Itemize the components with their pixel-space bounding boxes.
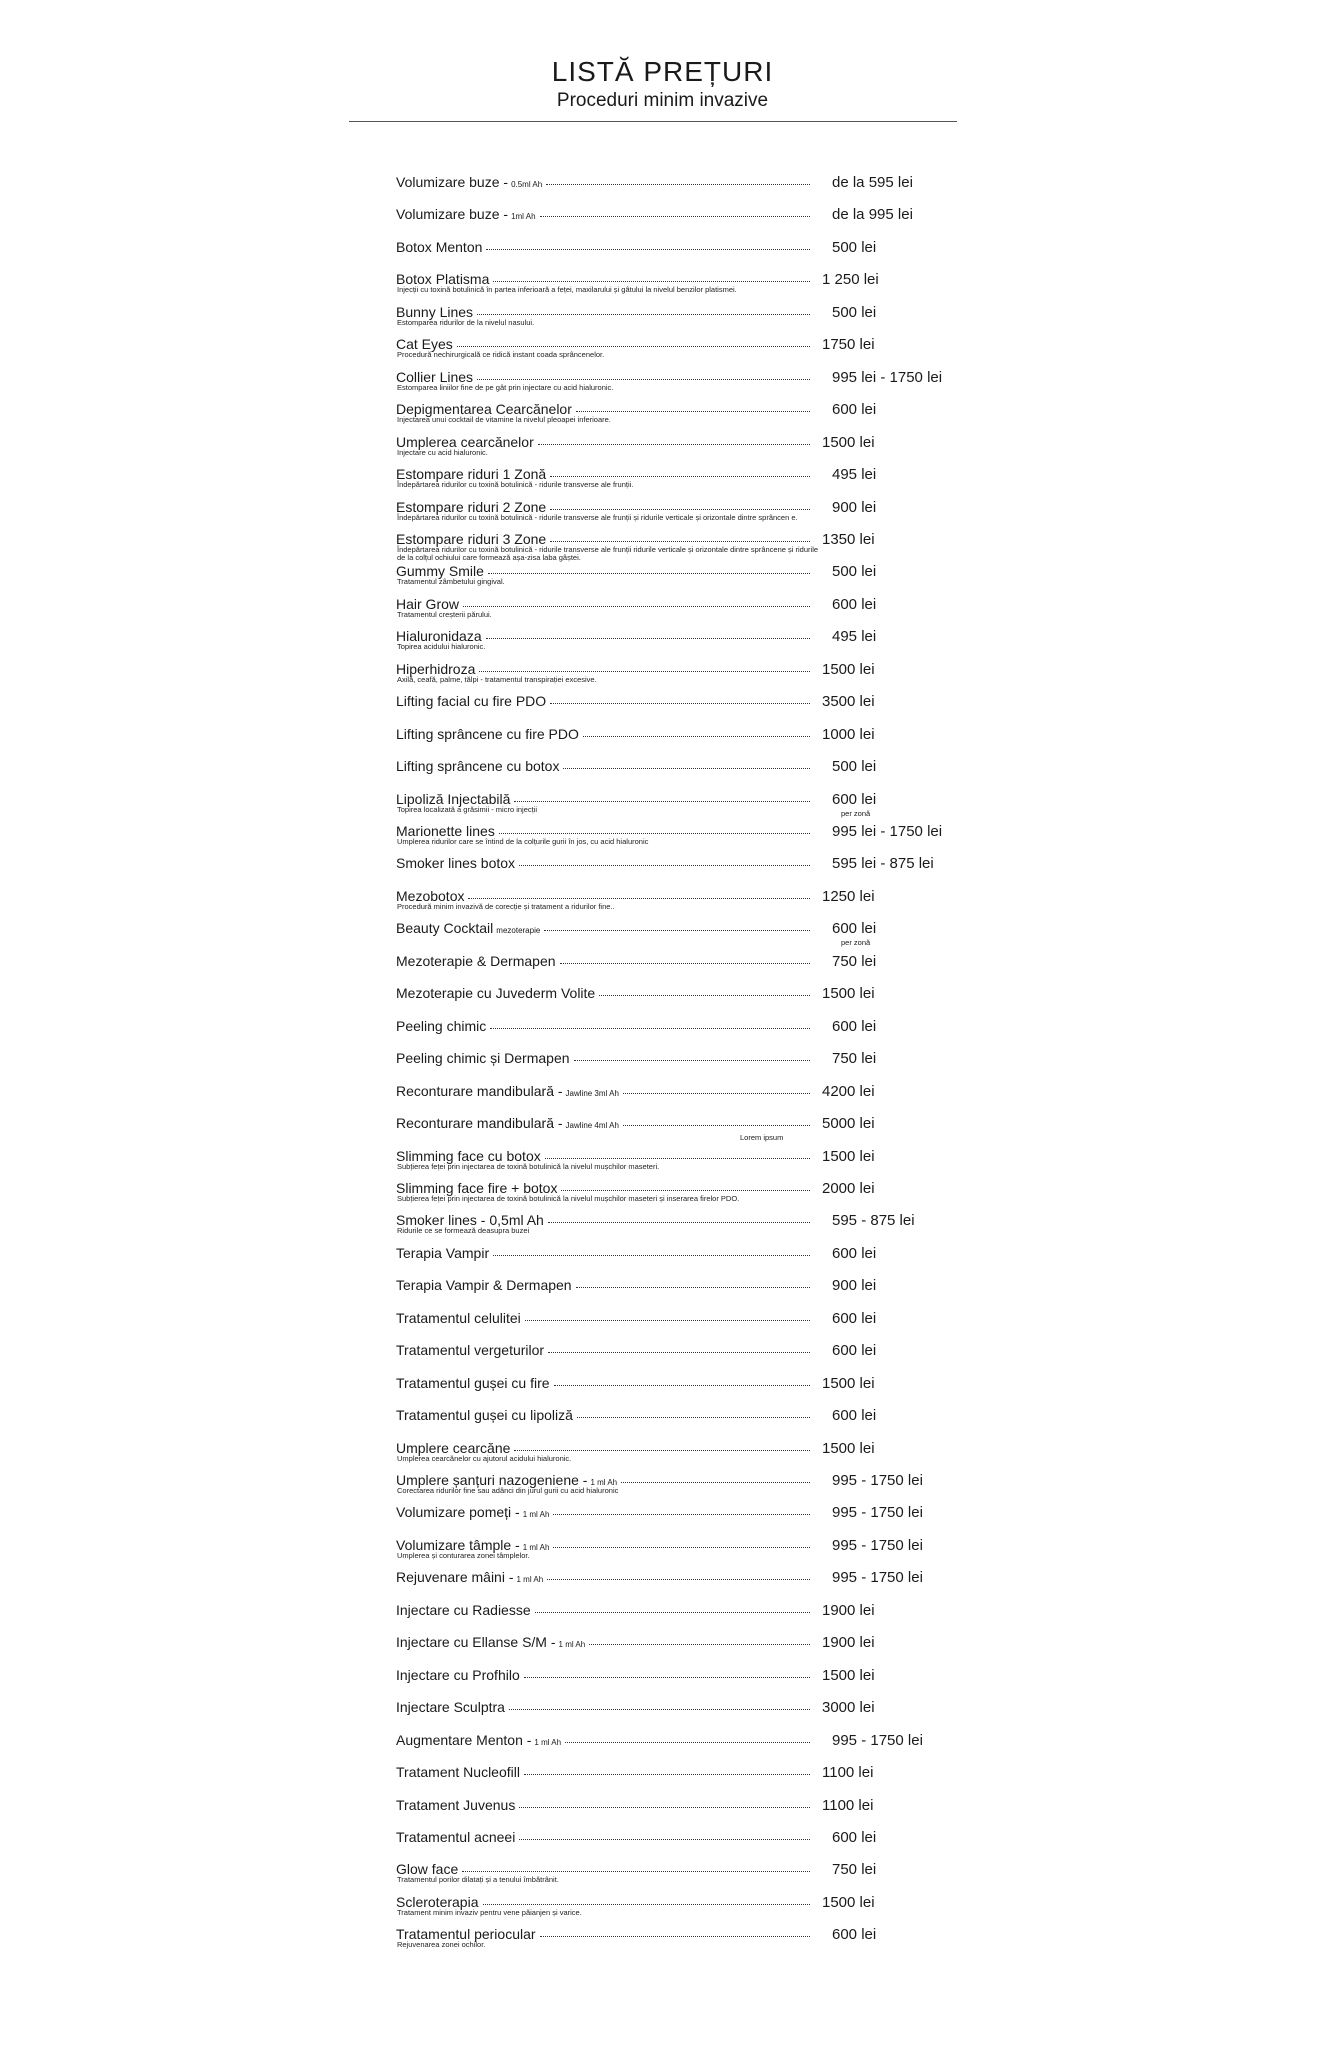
item-description: Injectare cu acid hialuronic. xyxy=(397,447,488,457)
item-name: Terapia Vampir & Dermapen xyxy=(396,1277,572,1294)
item-name-line xyxy=(396,1083,810,1099)
item-name: Smoker lines botox xyxy=(396,855,516,872)
item-note: 1ml Ah xyxy=(511,212,536,222)
item-price: 600 lei xyxy=(832,790,877,808)
price-list-item xyxy=(0,1436,1325,1469)
item-price: 500 lei xyxy=(832,303,877,321)
dot-leader xyxy=(514,791,810,802)
price-list-item xyxy=(0,267,1325,300)
dot-leader xyxy=(565,1732,810,1743)
item-name: Tratamentul gușei cu fire xyxy=(396,1374,550,1391)
item-name-line xyxy=(396,1245,810,1261)
item-description: Ridurile ce se formează deasupra buzei xyxy=(397,1226,530,1236)
item-name: Injectare cu Ellanse S/M - xyxy=(396,1634,556,1651)
item-price: 750 lei xyxy=(832,1861,877,1879)
dot-leader xyxy=(477,304,810,315)
item-price: 900 lei xyxy=(832,1277,877,1295)
price-list-item xyxy=(0,819,1325,852)
price-list-item xyxy=(0,332,1325,365)
price-list-item xyxy=(0,1598,1325,1631)
item-name: Peeling chimic xyxy=(396,1017,487,1034)
dot-leader xyxy=(576,1277,810,1288)
item-name-line xyxy=(396,1634,810,1650)
item-price: 1 250 lei xyxy=(822,271,879,289)
dot-leader xyxy=(486,239,810,250)
item-name: Slimming face fire + botox xyxy=(396,1179,558,1196)
dot-leader xyxy=(499,823,810,834)
item-name: Tratamentul periocular xyxy=(396,1926,536,1943)
item-price: 600 lei xyxy=(832,1244,877,1262)
price-list-item xyxy=(0,1533,1325,1566)
item-name-line xyxy=(396,920,810,936)
dot-leader xyxy=(623,1083,810,1094)
dot-leader xyxy=(463,596,810,607)
item-name: Injectare cu Radiesse xyxy=(396,1601,531,1618)
price-list-item xyxy=(0,235,1325,268)
page-title: LISTĂ PREȚURI xyxy=(551,56,774,87)
dot-leader xyxy=(563,758,810,769)
item-name-line xyxy=(396,1764,810,1780)
price-list-item xyxy=(0,787,1325,820)
price-list-item xyxy=(0,202,1325,235)
dot-leader xyxy=(483,1894,811,1905)
price-list-item xyxy=(0,1890,1325,1923)
item-name: Mezoterapie & Dermapen xyxy=(396,952,556,969)
dot-leader xyxy=(509,1699,810,1710)
price-list-item xyxy=(0,1663,1325,1696)
item-description: Umplerea și conturarea zonei tâmplelor. xyxy=(397,1550,530,1560)
item-price: 600 lei xyxy=(832,1828,877,1846)
item-description: Rejuvenarea zonei ochilor. xyxy=(397,1940,486,1950)
item-price: 995 - 1750 lei xyxy=(832,1504,923,1522)
dot-leader xyxy=(540,206,810,217)
item-name-line xyxy=(396,1277,810,1293)
item-description: Estomparea ridurilor de la nivelul nasului. xyxy=(397,317,535,327)
dot-leader xyxy=(544,920,810,931)
price-list-item xyxy=(0,1014,1325,1047)
dot-leader xyxy=(538,434,810,445)
item-description: Corectarea ridurilor fine sau adânci din jurul gurii cu acid hialuronic xyxy=(397,1486,619,1495)
item-name-line xyxy=(396,1602,810,1618)
header-divider xyxy=(349,121,957,122)
item-price: 600 lei xyxy=(832,1926,877,1944)
dot-leader xyxy=(546,174,810,185)
item-price: 995 lei - 1750 lei xyxy=(832,368,943,386)
item-name: Estompare riduri 1 Zonă xyxy=(396,466,547,483)
item-name: Slimming face cu botox xyxy=(396,1147,541,1164)
item-description: Subțierea feței prin injectarea de toxină botulinică la nivelul mușchilor maseteri. xyxy=(397,1161,660,1171)
price-list-item xyxy=(0,1111,1325,1144)
price-list-item xyxy=(0,916,1325,949)
dot-leader xyxy=(550,693,810,704)
item-note: mezoterapie xyxy=(496,926,541,936)
item-price: 500 lei xyxy=(832,238,877,256)
item-price: 495 lei xyxy=(832,466,877,484)
item-price: 1500 lei xyxy=(822,433,875,451)
item-name-line xyxy=(396,1667,810,1683)
dot-leader xyxy=(550,531,810,542)
item-description: Procedură minim invazivă de corecție și tratament a ridurilor fine.. xyxy=(397,901,615,911)
item-name-line xyxy=(396,855,810,871)
price-list-item xyxy=(0,722,1325,755)
item-price: 1900 lei xyxy=(822,1601,875,1619)
dot-leader xyxy=(560,953,810,964)
item-name: Lipoliză Injectabilă xyxy=(396,790,511,807)
item-name: Rejuvenare mâini - xyxy=(396,1569,514,1586)
dot-leader xyxy=(519,855,810,866)
item-name-line xyxy=(396,726,810,742)
item-name: Botox Menton xyxy=(396,238,483,255)
price-list-item xyxy=(0,1306,1325,1339)
item-name: Umplerea cearcănelor xyxy=(396,433,534,450)
price-list-item xyxy=(0,1760,1325,1793)
item-price: 1500 lei xyxy=(822,1893,875,1911)
item-price: 995 - 1750 lei xyxy=(832,1536,923,1554)
dot-leader xyxy=(457,336,810,347)
item-price: 995 - 1750 lei xyxy=(832,1472,923,1489)
item-name: Tratamentul celulitei xyxy=(396,1309,521,1326)
item-name: Injectare cu Profhilo xyxy=(396,1666,520,1683)
item-description: Tratamentul zâmbetului gingival. xyxy=(397,577,505,587)
item-name-line xyxy=(396,1115,810,1131)
item-price: 595 - 875 lei xyxy=(832,1212,915,1230)
price-list-item xyxy=(0,592,1325,625)
item-price: 750 lei xyxy=(832,1050,877,1068)
price-list-item xyxy=(0,949,1325,982)
item-note: 1 ml Ah xyxy=(522,1510,550,1520)
price-list-item xyxy=(0,657,1325,690)
dot-leader xyxy=(488,563,810,574)
price-list-item xyxy=(0,1144,1325,1177)
item-price: 750 lei xyxy=(832,952,877,970)
item-name-line xyxy=(396,239,810,255)
item-price: 600 lei xyxy=(832,1309,877,1327)
item-name: Hiperhidroza xyxy=(396,660,476,677)
dot-leader xyxy=(621,1472,810,1483)
price-list-item xyxy=(0,1922,1325,1955)
item-note: 1 ml Ah xyxy=(522,1542,550,1552)
item-name: Volumizare buze - xyxy=(396,174,509,190)
item-price: 500 lei xyxy=(832,563,877,581)
placeholder-note: Lorem ipsum xyxy=(740,1133,784,1143)
item-name: Mezobotox xyxy=(396,887,465,904)
item-note: 1 ml Ah xyxy=(534,1737,562,1747)
dot-leader xyxy=(462,1861,810,1872)
dot-leader xyxy=(553,1537,810,1548)
item-name: Cat Eyes xyxy=(396,336,453,353)
item-name: Marionette lines xyxy=(396,823,495,839)
item-price: 900 lei xyxy=(832,498,877,516)
price-list-item xyxy=(0,689,1325,722)
price-list-item xyxy=(0,1208,1325,1241)
item-description: Topirea acidului hialuronic. xyxy=(397,642,486,652)
page-header xyxy=(0,56,1325,112)
dot-leader xyxy=(493,1245,810,1256)
price-unit-note: per zonă xyxy=(841,938,871,948)
item-name: Augmentare Menton - xyxy=(396,1731,532,1748)
item-name: Botox Platisma xyxy=(396,271,490,288)
dot-leader xyxy=(519,1797,810,1808)
item-price: 600 lei xyxy=(832,1407,877,1425)
price-list-item xyxy=(0,430,1325,463)
dot-leader xyxy=(577,1407,810,1418)
price-list-item xyxy=(0,1176,1325,1209)
dot-leader xyxy=(519,1829,810,1840)
item-name-line xyxy=(396,1504,810,1520)
item-name: Glow face xyxy=(396,1861,459,1878)
price-list-item xyxy=(0,495,1325,528)
item-name: Beauty Cocktail xyxy=(396,920,494,937)
item-name: Peeling chimic și Dermapen xyxy=(396,1050,570,1067)
item-price: 1900 lei xyxy=(822,1634,875,1652)
price-list-item xyxy=(0,851,1325,884)
item-description: Tratamentul porilor dilatați și a tenului îmbătrânit. xyxy=(397,1875,559,1885)
item-price: 3000 lei xyxy=(822,1699,875,1717)
price-list-item xyxy=(0,1565,1325,1598)
price-list-item xyxy=(0,365,1325,398)
price-list-item xyxy=(0,1079,1325,1112)
dot-leader xyxy=(490,1018,810,1029)
dot-leader xyxy=(486,628,810,639)
item-note: 1 ml Ah xyxy=(516,1575,544,1585)
price-list-item xyxy=(0,1825,1325,1858)
item-name: Collier Lines xyxy=(396,368,474,385)
item-name-line xyxy=(396,1310,810,1326)
item-description: Injectarea unui cocktail de vitamine la nivelul pleoapei inferioare. xyxy=(397,415,611,425)
item-description: Topirea localizată a grăsimii - micro injecții xyxy=(397,804,538,814)
item-description: Îndepărtarea ridurilor cu toxină botulinică - ridurile transverse ale frunții ridurile verticale și orizontale dintre sprâncene și ridurile de la colțul ochiului care formează așa-zisa laba gâștei. xyxy=(397,544,819,562)
price-list-item xyxy=(0,559,1325,592)
item-name: Terapia Vampir xyxy=(396,1244,490,1261)
item-name: Estompare riduri 2 Zone xyxy=(396,498,547,515)
price-list-item xyxy=(0,1468,1325,1501)
price-list-item xyxy=(0,981,1325,1014)
item-name: Tratament Juvenus xyxy=(396,1796,516,1813)
dot-leader xyxy=(477,369,810,380)
item-name: Umplere cearcăne xyxy=(396,1439,511,1456)
dot-leader xyxy=(576,401,810,412)
item-price: de la 595 lei xyxy=(832,174,913,191)
item-name-line xyxy=(396,1569,810,1585)
price-list-item xyxy=(0,1793,1325,1826)
item-name: Tratamentul gușei cu lipoliză xyxy=(396,1407,573,1424)
item-description: Procedură nechirurgicală ce ridică instant coada sprâncenelor. xyxy=(397,350,605,360)
item-name: Volumizare buze - xyxy=(396,206,509,223)
item-price: 600 lei xyxy=(832,920,877,938)
item-price: 995 lei - 1750 lei xyxy=(832,823,943,840)
item-price: 595 lei - 875 lei xyxy=(832,855,934,873)
price-list-item xyxy=(0,1338,1325,1371)
item-note: 1 ml Ah xyxy=(558,1640,586,1650)
item-name: Hialuronidaza xyxy=(396,628,482,645)
price-list-item xyxy=(0,397,1325,430)
item-description: Axilă, ceafă, palme, tălpi - tratamentul transpirației excesive. xyxy=(397,674,597,684)
item-price: 500 lei xyxy=(832,758,877,776)
dot-leader xyxy=(540,1926,810,1937)
dot-leader xyxy=(535,1602,810,1613)
item-name-line xyxy=(396,953,810,969)
item-name-line xyxy=(396,985,810,1001)
price-list-item xyxy=(0,1046,1325,1079)
dot-leader xyxy=(583,726,810,737)
item-name: Scleroterapia xyxy=(396,1893,479,1910)
item-name: Hair Grow xyxy=(396,595,460,612)
dot-leader xyxy=(545,1148,810,1159)
item-price: 1500 lei xyxy=(822,660,875,678)
item-price: 2000 lei xyxy=(822,1179,875,1197)
item-description: Tratament minim invaziv pentru vene păianjen și varice. xyxy=(397,1907,582,1917)
item-name: Volumizare pomeți - xyxy=(396,1504,520,1521)
item-name-line xyxy=(396,206,810,222)
item-price: 4200 lei xyxy=(822,1082,875,1100)
item-price: 3500 lei xyxy=(822,693,875,711)
item-name: Bunny Lines xyxy=(396,303,474,320)
item-name-line xyxy=(396,1699,810,1715)
item-price: 495 lei xyxy=(832,628,877,646)
item-description: Umplerea ridurilor care se întind de la colțurile gurii în jos, cu acid hialuronic xyxy=(397,837,649,846)
price-list-item xyxy=(0,1857,1325,1890)
price-list-item xyxy=(0,884,1325,917)
price-list-item xyxy=(0,527,1325,560)
price-list-item xyxy=(0,1630,1325,1663)
item-name: Tratamentul vergeturilor xyxy=(396,1342,545,1359)
item-name-line xyxy=(396,693,810,709)
dot-leader xyxy=(548,1342,810,1353)
item-name-line xyxy=(396,174,810,190)
dot-leader xyxy=(468,888,810,899)
item-price: 600 lei xyxy=(832,401,877,419)
price-list-item xyxy=(0,1728,1325,1761)
price-list-item xyxy=(0,462,1325,495)
item-name: Lifting sprâncene cu fire PDO xyxy=(396,725,579,742)
dot-leader xyxy=(524,1764,810,1775)
dot-leader xyxy=(550,466,810,477)
item-note: Jawline 3ml Ah xyxy=(565,1088,619,1098)
item-name-line xyxy=(396,1375,810,1391)
item-price: 1750 lei xyxy=(822,336,875,354)
item-price: 1500 lei xyxy=(822,1439,875,1457)
item-name-line xyxy=(396,758,810,774)
item-price: 1500 lei xyxy=(822,1666,875,1684)
item-description: Umplerea cearcănelor cu ajutorul acidului hialuronic. xyxy=(397,1453,572,1463)
item-name: Umplere șanțuri nazogeniene - xyxy=(396,1472,588,1488)
item-name-line xyxy=(396,1732,810,1748)
item-price: 1250 lei xyxy=(822,887,875,905)
price-list-item xyxy=(0,624,1325,657)
item-name: Reconturare mandibulară - xyxy=(396,1082,563,1099)
item-price: 995 - 1750 lei xyxy=(832,1731,923,1749)
price-list-item xyxy=(0,754,1325,787)
item-description: Subțierea feței prin injectarea de toxină botulinică la nivelul mușchilor maseteri și inserarea firelor PDO. xyxy=(397,1193,740,1203)
item-name: Injectare Sculptra xyxy=(396,1699,505,1716)
item-name-line xyxy=(396,1050,810,1066)
item-description: Injecții cu toxină botulinică în partea inferioară a feței, maxilarului și gâtului la nivelul benzilor platismei. xyxy=(397,285,737,295)
item-name-line xyxy=(396,1018,810,1034)
price-list-item xyxy=(0,1695,1325,1728)
item-name: Volumizare tâmple - xyxy=(396,1536,520,1553)
item-name: Reconturare mandibulară - xyxy=(396,1115,563,1132)
dot-leader xyxy=(574,1050,810,1061)
price-list-item xyxy=(0,1241,1325,1274)
item-name: Estompare riduri 3 Zone xyxy=(396,530,547,547)
item-price: 1500 lei xyxy=(822,1147,875,1165)
item-price: de la 995 lei xyxy=(832,206,913,224)
item-name: Mezoterapie cu Juvederm Volite xyxy=(396,985,596,1002)
item-price: 600 lei xyxy=(832,1017,877,1035)
dot-leader xyxy=(553,1504,810,1515)
item-description: Îndepărtarea ridurilor cu toxină botulinică - ridurile transverse ale frunții și ridurile verticale și orizontale dintre sprâncen e. xyxy=(397,512,798,522)
dot-leader xyxy=(525,1310,810,1321)
dot-leader xyxy=(548,1212,810,1223)
item-name: Tratament Nucleofill xyxy=(396,1764,520,1781)
price-list-item xyxy=(0,1403,1325,1436)
price-list-item xyxy=(0,300,1325,333)
item-name: Gummy Smile xyxy=(396,563,484,580)
item-price: 1100 lei xyxy=(822,1796,874,1814)
item-description: Tratamentul creșterii părului. xyxy=(397,609,492,619)
page-subtitle: Proceduri minim invazive xyxy=(556,90,769,111)
item-name-line xyxy=(396,1797,810,1813)
price-list-item xyxy=(0,1371,1325,1404)
price-unit-note: per zonă xyxy=(841,808,871,818)
item-price: 1500 lei xyxy=(822,985,875,1003)
item-name-line xyxy=(396,1829,810,1845)
item-name-line xyxy=(396,1407,810,1423)
item-note: 1 ml Ah xyxy=(590,1478,618,1487)
item-price: 5000 lei xyxy=(822,1115,875,1133)
price-list-item xyxy=(0,170,1325,203)
dot-leader xyxy=(524,1667,810,1678)
dot-leader xyxy=(547,1569,810,1580)
dot-leader xyxy=(623,1115,810,1126)
item-price: 1350 lei xyxy=(822,530,875,548)
price-list-item xyxy=(0,1500,1325,1533)
item-name: Tratamentul acneei xyxy=(396,1828,516,1845)
item-description: Îndepărtarea ridurilor cu toxină botulinică - ridurile transverse ale frunții. xyxy=(397,480,634,490)
item-note: Jawline 4ml Ah xyxy=(565,1121,619,1131)
item-price: 1500 lei xyxy=(822,1374,875,1392)
item-price: 600 lei xyxy=(832,595,877,613)
item-name: Lifting facial cu fire PDO xyxy=(396,693,547,710)
item-price: 1100 lei xyxy=(822,1764,874,1782)
item-name-line xyxy=(396,1342,810,1358)
item-price: 600 lei xyxy=(832,1342,877,1360)
dot-leader xyxy=(554,1375,810,1386)
item-name: Smoker lines - 0,5ml Ah xyxy=(396,1212,544,1229)
item-description: Estomparea liniilor fine de pe gât prin injectare cu acid hialuronic. xyxy=(397,382,614,392)
dot-leader xyxy=(599,985,810,996)
item-name: Depigmentarea Cearcănelor xyxy=(396,401,572,418)
dot-leader xyxy=(550,499,810,510)
item-note: 0.5ml Ah xyxy=(511,180,543,189)
item-name: Lifting sprâncene cu botox xyxy=(396,758,560,775)
dot-leader xyxy=(514,1440,810,1451)
dot-leader xyxy=(493,271,810,282)
price-list-item xyxy=(0,1273,1325,1306)
dot-leader xyxy=(561,1180,810,1191)
dot-leader xyxy=(589,1634,810,1645)
item-price: 1000 lei xyxy=(822,725,875,743)
item-price: 995 - 1750 lei xyxy=(832,1569,923,1587)
dot-leader xyxy=(479,661,810,672)
